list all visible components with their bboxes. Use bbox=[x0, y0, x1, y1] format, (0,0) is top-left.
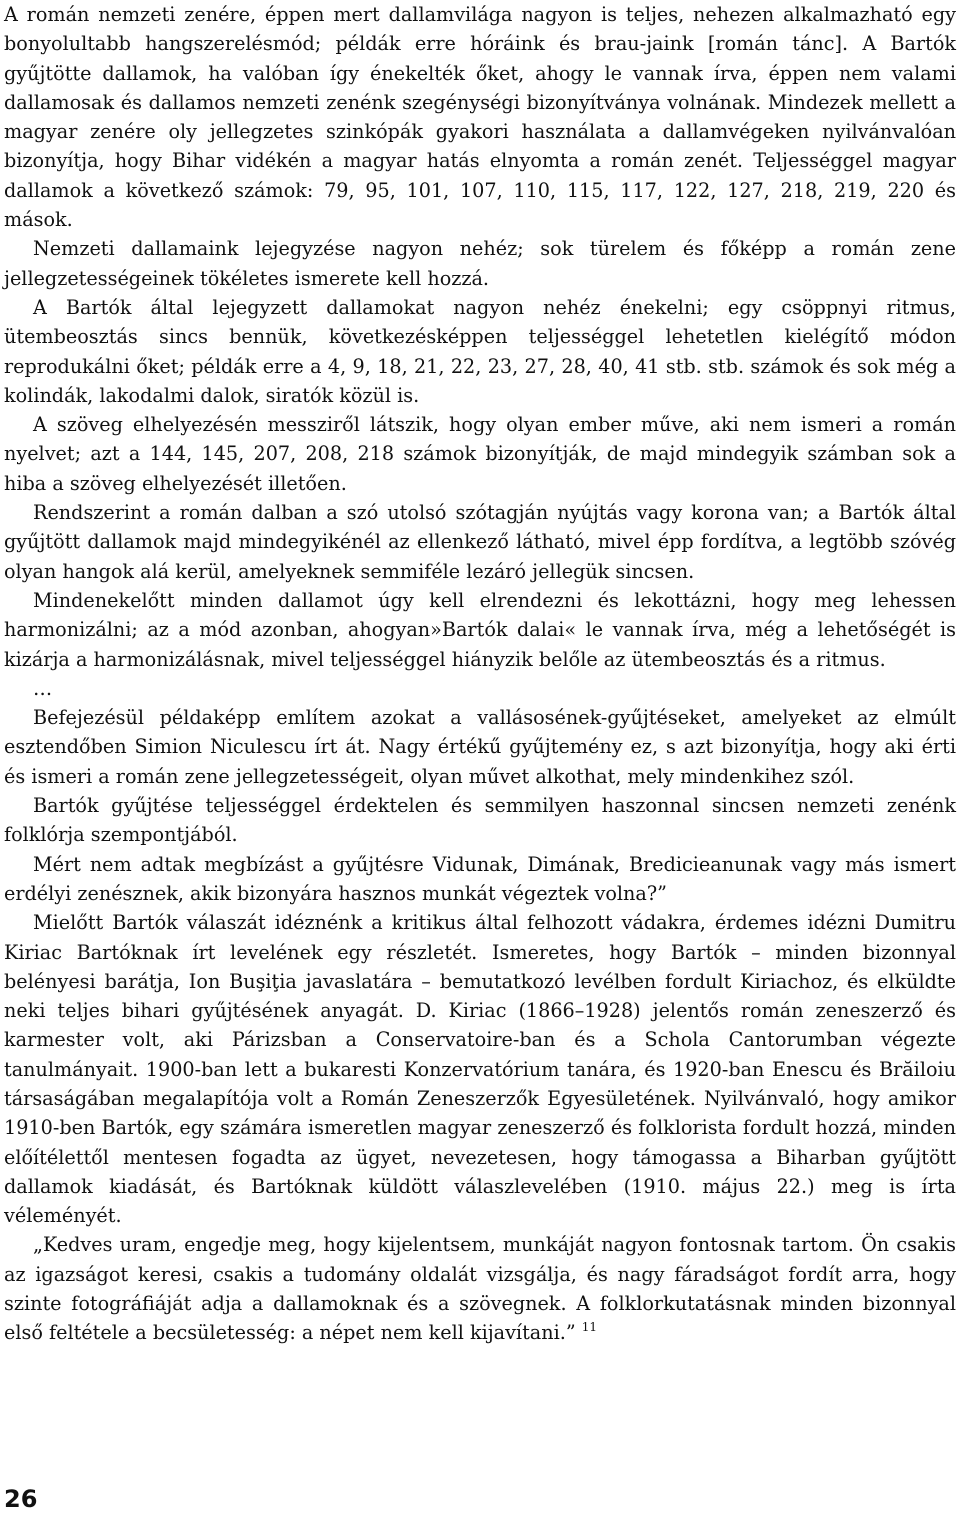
paragraph-kiriac-letter: Mielőtt Bartók válaszát idéznénk a kritikus által felhozott vádakra, érdemes idézni Dumitru Kiriac Bartóknak írt levelének egy részletét. Ismeretes, hogy Bartók – minden bizonnyal belényesi barátja, Ion Buşiţia javaslatára – bemutatkozó levélben fordult Kiriachoz, és elküldte neki teljes bihari gyűjtésének anyagát. D. Kiriac (1866–1928) jelentős román zeneszerző és karmester volt, aki Párizsban a Conservatoire-ban és a Schola Cantorumban végezte tanulmányait. 1900-ban lett a bukaresti Konzervatórium tanára, és 1920-ban Enescu és Brăiloiu társaságában megalapítója volt a Román Zeneszerzők Egyesületének. Nyilvánvaló, hogy amikor 1910-ben Bartók, egy számára ismeretlen magyar zeneszerző és folklorista fordult hozzá, minden előítélettől mentesen fogadta az ügyet, nevezetesen, hogy támogassa a Biharban gyűjtött dallamok kiadását, és Bartóknak küldött válaszlevelében (1910. május 22.) meg is írta véleményét. bbox=[4, 911, 956, 1228]
paragraph-harmonization: Mindenekelőtt minden dallamot úgy kell elrendezni és lekottázni, hogy meg lehessen harmonizálni; az a mód azonban, ahogyan»Bartók dalai« le vannak írva, még a lehetőségét is kizárja a harmonizálásnak, mivel teljességgel hiányzik belőle az ütembeosztás és a ritmus. bbox=[4, 588, 956, 671]
page-body bbox=[4, 0, 956, 1348]
paragraph-word-endings: Rendszerint a román dalban a szó utolsó szótagján nyújtás vagy korona van; a Bartók által gyűjtött dallamok majd mindegyikénél az ellenkező látható, mivel épp fordítva, a legtöbb szóvég olyan hangok alá kerül, amelyeknek semmiféle lezáró jellegük sincsen. bbox=[4, 501, 956, 583]
paragraph-singing-difficulty: A Bartók által lejegyzett dallamokat nagyon nehéz énekelni; egy csöppnyi ritmus, ütembeosztás sincs bennük, következésképpen teljességgel lehetetlen kielégítő módon reprodukálni őket; példák erre a 4, 9, 18, 21, 22, 23, 27, 28, 40, 41 stb. stb. számok és sok még a kolindák, lakodalmi dalok, siratók közül is. bbox=[4, 295, 956, 407]
ellipsis-mark: … bbox=[33, 676, 53, 700]
paragraph-notation-difficulty: Nemzeti dallamaink lejegyzése nagyon nehéz; sok türelem és főképp a román zene jellegzetességeinek tökéletes ismerete kell hozzá. bbox=[4, 237, 956, 290]
page-number: 26 bbox=[4, 1485, 38, 1513]
paragraph-question: Mért nem adtak megbízást a gyűjtésre Vidunak, Dimának, Bredicieanunak vagy más ismert erdélyi zenésznek, akik bizonyára hasznos munkát végeztek volna?” bbox=[4, 852, 956, 905]
paragraph-conclusion: Befejezésül példaképp említem azokat a vallásosének-gyűjtéseket, amelyeket az elmúlt esztendőben Simion Niculescu írt át. Nagy értékű gyűjtemény ez, s azt bizonyítja, hogy aki érti és ismeri a román zene jellegzetességeit, olyan művet alkothat, mely mindenkihez szól. bbox=[4, 706, 956, 788]
main-text bbox=[4, 0, 956, 1348]
paragraph-text-placement: A szöveg elhelyezésén messziről látszik, hogy olyan ember műve, aki nem ismeri a román nyelvet; azt a 144, 145, 207, 208, 218 számok bizonyítják, de majd mindegyik számban sok a hiba a szöveg elhelyezését illetően. bbox=[4, 413, 956, 495]
footnote-reference[interactable]: 11 bbox=[581, 1320, 598, 1335]
paragraph-quote bbox=[4, 1230, 956, 1347]
quote-text: „Kedves uram, engedje meg, hogy kijelentsem, munkáját nagyon fontosnak tartom. Ön csakis az igazságot keresi, csakis a tudomány oldalát vizsgálja, és nagy fáradságot fordít arra, hogy szinte fotográfiáját adja a dallamoknak és a szövegnek. A folklorkutatásnak minden bizonnyal első feltétele a becsületesség: a népet nem kell kijavítani.” bbox=[4, 1233, 956, 1345]
paragraph-romanian-music: A román nemzeti zenére, éppen mert dallamvilága nagyon is teljes, nehezen alkalmazható egy bonyolultabb hangszerelésmód; példák erre hóráink és brau-jaink [román tánc]. A Bartók gyűjtötte dallamok, ha valóban így énekelték őket, ahogy le vannak írva, éppen nem valami dallamosak és dallamos nemzeti zenénk szegénységi bizonyítványa volnának. Mindezek mellett a magyar zenére oly jellegzetes szinkópák gyakori használata a dallamvégeken nyilvánvalóan bizonyítja, hogy Bihar vidékén a magyar hatás elnyomta a román zenét. Teljességgel magyar dallamok a következő számok: 79, 95, 101, 107, 110, 115, 117, 122, 127, 218, 219, 220 és mások. bbox=[4, 3, 956, 232]
paragraph-collection-verdict: Bartók gyűjtése teljességgel érdektelen és semmilyen haszonnal sincsen nemzeti zenénk folklórja szempontjából. bbox=[4, 794, 956, 847]
